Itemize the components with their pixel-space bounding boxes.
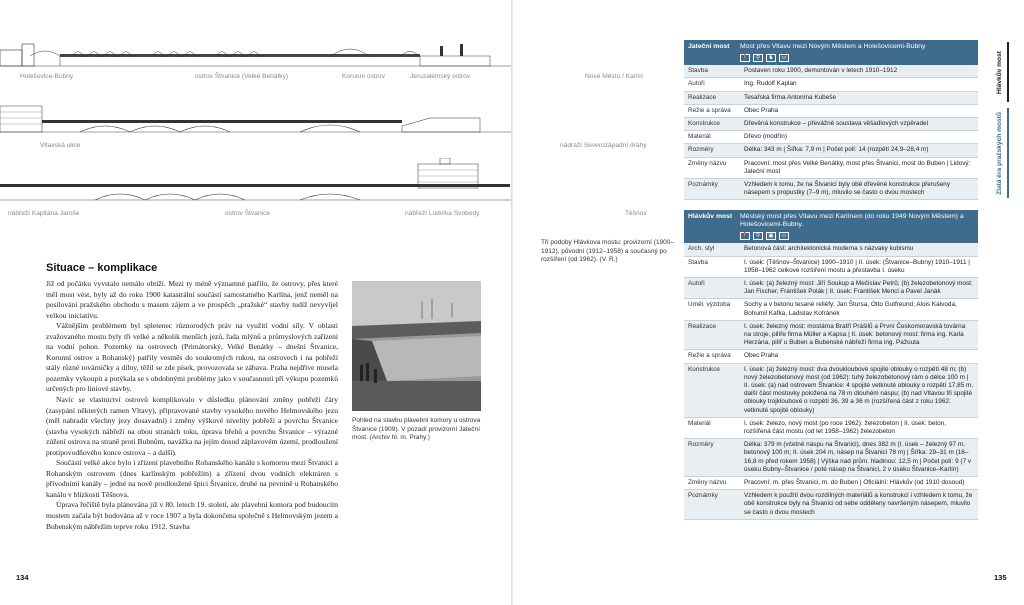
label-vltavska-ulice: Vltavská ulice	[40, 142, 81, 149]
label-korunni-ostrov: Korunní ostrov	[342, 73, 385, 80]
table-row	[684, 257, 978, 278]
side-tab-zlata-era[interactable]: Zlatá éra pražských mostů	[995, 111, 1003, 195]
table-row	[684, 299, 978, 320]
bicycle-icon: ⚲	[753, 232, 763, 240]
row-key: Materiál	[688, 133, 711, 141]
elevation-provisional-bridge	[0, 36, 512, 72]
tram-icon: ▣	[766, 232, 776, 240]
row-value: Ing. Rudolf Kaplan	[744, 80, 797, 88]
row-key: Stavba	[688, 258, 708, 266]
historic-photo	[352, 281, 481, 411]
table-row	[684, 439, 978, 477]
paragraph: Navíc se vlastnictví ostrovů komplikovalo v důsledku plánování změny pobřeží čáry (zasypání některých ramen Vltavy), připravované stavby vysokého nového Helmovského jezu (měl nahradit všechny jezy dosavadní) i změny výškové nivelity pobřeží a povrchu Štvanice (stavba vysokých nábřeží na obou stranách toku, úprava břehů a povrchu Štvanice – výrazné zúžení ostrova na straně proti Bubnům, navážka na jejím dosud záplavovém území, prodloužení protipovodňového konce ostrova – a další).	[46, 395, 338, 457]
row-key: Konstrukce	[688, 365, 720, 373]
table-row	[684, 144, 978, 157]
row-value: I. úsek: (Těšnov–Štvanice) 1900–1910 | II. úsek: (Štvanice–Bubny) 1910–1911 | 1958–1962 celkové rozšíření mostu a přestavba I. úseku	[744, 258, 970, 274]
drawing-caption: Tři podoby Hlávkova mostu: provizorní (1900–1912), původní (1912–1958) a současný po rozšíření (od 1962). (V. R.)	[541, 239, 674, 264]
photo-caption: Pohled na stavbu plavební komory u ostrova Štvanice (1909). V pozadí provizorní Jateční most. (Archiv hl. m. Prahy.)	[352, 417, 481, 442]
row-key: Uměl. výzdoba	[688, 301, 731, 309]
pedestrian-icon: 🚶	[741, 55, 749, 62]
label-tesnov: Těšnov	[625, 210, 647, 217]
traffic-icons	[740, 54, 974, 62]
row-value: I. úsek: železný most: mostárna Bratří Prášilů a První Českomoravská továrna na stroje, pilíře firma Müller a Kapsa | II. úsek: betonový most: firma ing. Karla Herzána, pilíř u Buben a Bubenské nábřeží firma ing. Pažouta	[744, 322, 966, 347]
horse-carriage-icon: ♞	[766, 54, 776, 62]
table-body	[684, 243, 978, 519]
row-value: Sochy a v betonu tesané reliéfy: Jan Štursa, Otto Gutfreund, Alois Kalvoda, Bohumil Kafka, Ladislav Kofránek	[744, 301, 957, 317]
row-key: Konstrukce	[688, 120, 720, 128]
row-key: Režie a správa	[688, 106, 731, 114]
label-nabrezi-ludvika-svobody: nábřeží Ludvíka Svobody	[405, 210, 480, 217]
row-value: I. úsek: (a) železný most: Jiří Soukup a Mečislav Petrů; (b) železobetonový most: Jan Fischer, František Polák | II. úsek: František Mencl a Pavel Janák	[744, 280, 973, 296]
table-row	[684, 350, 978, 363]
table-header	[684, 40, 978, 65]
row-value: Vzhledem k tomu, že na Štvanici byly obě dřevěné konstrukce přerušeny násepem s propustky (7–9 m), mluvilo se často o dvou mostech	[744, 181, 951, 197]
body-text	[46, 279, 338, 532]
section-title: Situace – komplikace	[46, 262, 158, 274]
car-icon: ▭	[779, 232, 789, 240]
table-row	[684, 65, 978, 78]
page-number-left: 134	[16, 573, 29, 582]
row-value: Pracovní: most přes Velké Benátky, most přes Štvanici, most do Buben | Lidový: Jateční most	[744, 159, 971, 175]
table-row	[684, 418, 978, 439]
row-key: Změny názvu	[688, 479, 727, 487]
paragraph: Již od počátku vyvstalo nemálo obtíží. Mezi ty méně významné patřilo, že ostrovy, přes které měl most vést, byly až do roku 1900 katastrální součástí samostatného Karlína, jenž neměl na posilování pražského obchodu s masem zájem a ve prospěch „pražské“ stavby tudíž nevyvíjel velkou iniciativu.	[46, 279, 338, 320]
bicycle-icon: ⚲	[753, 54, 763, 62]
label-holesovice-bubny: Holešovice-Bubny	[20, 73, 74, 80]
row-value: Dřevěná konstrukce – převážně soustava věšadlových vzpěradel	[744, 120, 929, 128]
paragraph: Vážnějším problémem byl spletenec různorodých práv na využití vodní síly. V oblasti zvažovaného mostu byly tři velké a několik menších jezů, řada mlýnů a průmyslových zařízení na vodní pohon. Pozemky na ostrovech (Primátorský, Velké Benátky – dnešní Štvanice, Korunní ostrov a Rohanský) patřily vesměs do soukromých rukou, na ostrovech i na pobřeží stály různé továrničky a dílny, těžil se zde písek, provozovala se zábava. Praha nejdříve musela pozemky vykoupit a potýkala se s obdobnými problémy jako v současnosti při výkupu pozemků určených pro liniové stavby.	[46, 321, 338, 394]
table-row	[684, 364, 978, 418]
table-row	[684, 321, 978, 351]
table-row	[684, 490, 978, 520]
row-key: Rozměry	[688, 146, 714, 154]
row-value: Vzhledem k použití dvou rozdílných materiálů a konstrukcí i vzhledem k tomu, že obě konstrukce byly na Štvanici od sebe odděleny navršeným násepem, mluvilo se často o dvou mostech	[744, 492, 973, 516]
row-value: I. úsek: železo, nový most (po roce 1962): železobeton | II. úsek: beton, rozšířená část mostu (od let 1958–1962) železobeton	[744, 419, 947, 436]
table-row	[684, 92, 978, 105]
page-number-right: 135	[994, 573, 1007, 582]
row-value: Dřevo (modřín)	[744, 133, 787, 141]
label-ostrov-stvanice: ostrov Štvanice	[225, 210, 271, 217]
row-key: Režie a správa	[688, 352, 731, 360]
bridge-description: Městský most přes Vltavu mezi Karlínem (do roku 1949 Novým Městem) a Holešovicemi-Bubny.	[740, 213, 964, 229]
pedestrian-icon: 🚶	[741, 233, 749, 240]
table-row	[684, 179, 978, 200]
row-value: Betonová část: architektonická moderna s názvaky kubismu	[744, 245, 914, 253]
paragraph: Úprava řečiště byla plánována již v 80. letech 19. století, ale plavební komora pod budoucím mostem začala být budována až v roce 1907 a byla dokončena společně s Helmovským jezem a Bubenským nábřežím teprve roku 1912. Stavba	[46, 500, 338, 531]
row-key: Materiál	[688, 419, 711, 427]
table-row	[684, 158, 978, 179]
table-body	[684, 65, 978, 200]
table-row	[684, 105, 978, 118]
row-key: Stavba	[688, 67, 708, 75]
row-value: Délka: 343 m | Šířka: 7,9 m | Počet polí: 14 (rozpětí 24,9–28,4 m)	[744, 146, 929, 154]
bridge-description: Most přes Vltavu mezi Novým Městem a Holešovicemi-Bubny	[740, 43, 926, 50]
elevation-current-bridge	[0, 158, 512, 206]
table-row	[684, 477, 978, 490]
traffic-icons	[740, 232, 974, 240]
table-hlavkuv-most	[684, 210, 978, 520]
row-key: Autoři	[688, 80, 705, 88]
row-key: Realizace	[688, 322, 717, 330]
car-icon: ▭	[779, 54, 789, 62]
side-tab-hlavkuv-most[interactable]: Hlávkův most	[995, 50, 1003, 94]
table-row	[684, 131, 978, 144]
row-value: Délka: 379 m (včetně náspu na Štvanici), dnes 382 m (I. úsek – železný 97 m, betonový 100 m; II. úsek 204 m, násep na Štvanici 78 m) | Šířka: 29–31 m (16–16,8 m před rokem 1958) | Výška nad prům. hladinou: 12,5 m | Počet polí: 9 (7 v úseku Bubny–Štvanice / poté násep na Štvanici, 2 v úseku Štvanice–Karlín)	[744, 441, 972, 473]
label-jeruzalemsky-ostrov: Jeruzalémský ostrov	[410, 73, 471, 80]
side-tab-marker	[1007, 108, 1009, 198]
table-row	[684, 78, 978, 91]
row-value: Obec Praha	[744, 352, 779, 360]
label-nabrezi-kapitana-jarose: nábřeží Kapitána Jaroše	[8, 210, 80, 217]
paragraph: Součástí velké akce bylo i zřízení plavebního Rohanského kanálu s komorou mezi Štvanicí a Rohanským ostrovem (dnes karlínským pobřežím) a zřízení dvou vodních elektráren s přívodními kanály – jedné na nově prodloužené špici Štvanice, druhé na pevnině u Rohanského kanálu v blízkosti Těšnova.	[46, 458, 338, 499]
row-value: Postaven roku 1900, demontován v letech 1910–1912	[744, 67, 898, 75]
row-value: Tesařská firma Antonína Kubeše	[744, 93, 837, 101]
table-row	[684, 118, 978, 131]
label-nadrazi-severozapadni: nádraží Severozápadní dráhy	[560, 142, 647, 149]
row-key: Arch. styl	[688, 245, 715, 253]
bridge-name: Hlávkův most	[688, 213, 733, 220]
label-stvanice-velke-benatky: ostrov Štvanice (Velké Benátky)	[195, 73, 289, 80]
row-value: I. úsek: (a) železný most: dva dvoukloubové spojité oblouky o rozpětí 48 m; (b) nový železobetonový most (od 1962): tuhý železobetonový rám o délce 100 m | II. úsek: (a) nad ostrovem Štvanice: 4 spojité vetknuté oblouky o rozpětí 17,85 m, další část mostovky položena na 78 m dlouhém náspu; (b) nad Vltavou tři spojité oblouky trojkloubové o rozpětí 36, 39 a 36 m (rozšířená část z roku 1962: vetknuté spojité oblouky)	[744, 365, 974, 414]
side-tab-marker	[1007, 42, 1009, 102]
table-jatecni-most	[684, 40, 978, 200]
row-key: Autoři	[688, 280, 705, 288]
bridge-name: Jateční most	[688, 43, 730, 50]
row-key: Realizace	[688, 93, 717, 101]
row-value: Pracovní: m. přes Štvanici, m. do Buben | Oficiální: Hlávkův (od 1910 dosoud)	[744, 479, 965, 487]
row-key: Poznámky	[688, 492, 718, 500]
label-nove-mesto-karlin: Nové Město / Karlín	[585, 73, 643, 80]
row-value: Obec Praha	[744, 106, 779, 114]
row-key: Změny názvu	[688, 159, 727, 167]
row-key: Poznámky	[688, 181, 718, 189]
table-row	[684, 243, 978, 256]
row-key: Rozměry	[688, 441, 714, 449]
table-row	[684, 278, 978, 299]
table-header	[684, 210, 978, 243]
elevation-original-bridge	[0, 98, 512, 138]
